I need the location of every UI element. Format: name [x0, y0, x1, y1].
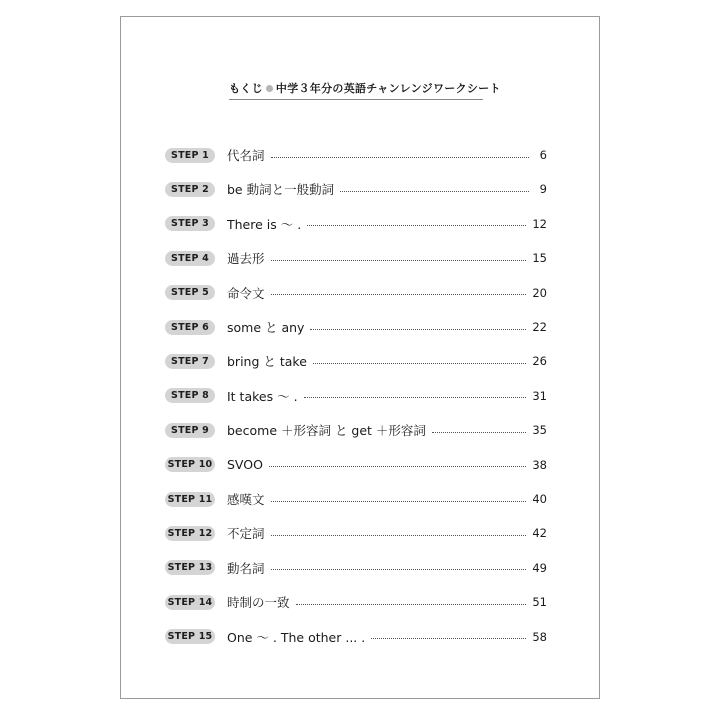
page-number: 22: [532, 320, 547, 334]
bullet-dot-icon: [266, 85, 273, 92]
dot-leader: [371, 638, 526, 639]
toc-header: [229, 77, 501, 100]
page-number: 20: [532, 285, 547, 300]
toc-row-step-13[interactable]: [165, 558, 547, 578]
toc-item-title: some と any: [227, 320, 305, 335]
toc-row-step-3[interactable]: [165, 214, 547, 234]
page-number: 49: [532, 560, 547, 575]
page-number: 35: [532, 423, 547, 438]
toc-item-title: bring と take: [227, 354, 307, 370]
toc-item-title: 動名詞: [227, 560, 265, 576]
page-number: 26: [532, 354, 547, 369]
page-number: 40: [532, 492, 547, 506]
step-badge: STEP 5: [165, 285, 215, 300]
step-badge: STEP 1: [165, 148, 215, 163]
dot-leader: [296, 604, 527, 605]
toc-item-title: 時制の一致: [227, 595, 290, 611]
toc-row-step-10[interactable]: [165, 455, 547, 475]
page-number: 51: [532, 595, 547, 610]
step-badge: STEP 11: [165, 492, 215, 507]
toc-item-title: 代名詞: [227, 148, 265, 163]
step-badge: STEP 6: [165, 320, 215, 335]
page-number: 42: [532, 526, 547, 541]
toc-row-step-6[interactable]: [165, 317, 547, 337]
dot-leader: [269, 466, 526, 467]
toc-item-title: 命令文: [227, 285, 265, 301]
step-badge: STEP 14: [165, 595, 215, 610]
step-badge: STEP 10: [165, 457, 215, 472]
dot-leader: [271, 535, 527, 536]
step-badge: STEP 2: [165, 182, 215, 197]
toc-row-step-12[interactable]: [165, 523, 547, 543]
toc-item-title: One ～ . The other ... .: [227, 629, 366, 645]
page-number: 12: [532, 216, 547, 231]
page-number: 9: [539, 182, 547, 197]
dot-leader: [310, 329, 526, 330]
page-number: 38: [532, 457, 547, 472]
step-badge: STEP 13: [165, 560, 215, 575]
toc-row-step-7[interactable]: [165, 351, 547, 371]
dot-leader: [304, 397, 527, 398]
toc-row-step-1[interactable]: [165, 145, 547, 165]
step-badge: STEP 4: [165, 251, 215, 266]
dot-leader: [271, 260, 527, 261]
toc-row-step-4[interactable]: [165, 248, 547, 268]
title-main: 中学３年分の英語チャンレンジワークシート: [275, 82, 501, 95]
toc-row-step-11[interactable]: [165, 489, 547, 509]
dot-leader: [271, 157, 529, 158]
page-title: [229, 82, 501, 95]
toc-row-step-15[interactable]: [165, 627, 547, 647]
dot-leader: [432, 432, 526, 433]
toc-item-title: It takes ～ .: [227, 388, 298, 404]
toc-row-step-2[interactable]: [165, 179, 547, 199]
step-badge: STEP 3: [165, 216, 215, 231]
document-page: [120, 16, 600, 699]
title-prefix: もくじ: [229, 82, 263, 95]
step-badge: STEP 15: [165, 629, 215, 644]
toc-item-title: 過去形: [227, 251, 265, 267]
page-number: 31: [532, 388, 547, 403]
toc-row-step-8[interactable]: [165, 386, 547, 406]
page-number: 15: [532, 251, 547, 266]
toc-item-title: 感嘆文: [227, 492, 265, 507]
step-badge: STEP 7: [165, 354, 215, 369]
dot-leader: [271, 294, 527, 295]
step-badge: STEP 8: [165, 388, 215, 403]
toc-item-title: be 動詞と一般動詞: [227, 182, 335, 198]
dot-leader: [271, 501, 527, 502]
dot-leader: [271, 569, 527, 570]
page-number: 6: [539, 148, 547, 162]
dot-leader: [340, 191, 529, 192]
step-badge: STEP 9: [165, 423, 215, 438]
dot-leader: [313, 363, 526, 364]
toc-row-step-14[interactable]: [165, 592, 547, 612]
toc-item-title: SVOO: [227, 457, 263, 473]
toc-item-title: 不定詞: [227, 526, 265, 542]
step-badge: STEP 12: [165, 526, 215, 541]
dot-leader: [307, 225, 526, 226]
toc-item-title: become ＋形容詞 と get ＋形容詞: [227, 423, 426, 439]
toc-row-step-9[interactable]: [165, 420, 547, 440]
toc-row-step-5[interactable]: [165, 283, 547, 303]
toc-item-title: There is ～ .: [227, 216, 302, 232]
page-number: 58: [532, 629, 547, 644]
